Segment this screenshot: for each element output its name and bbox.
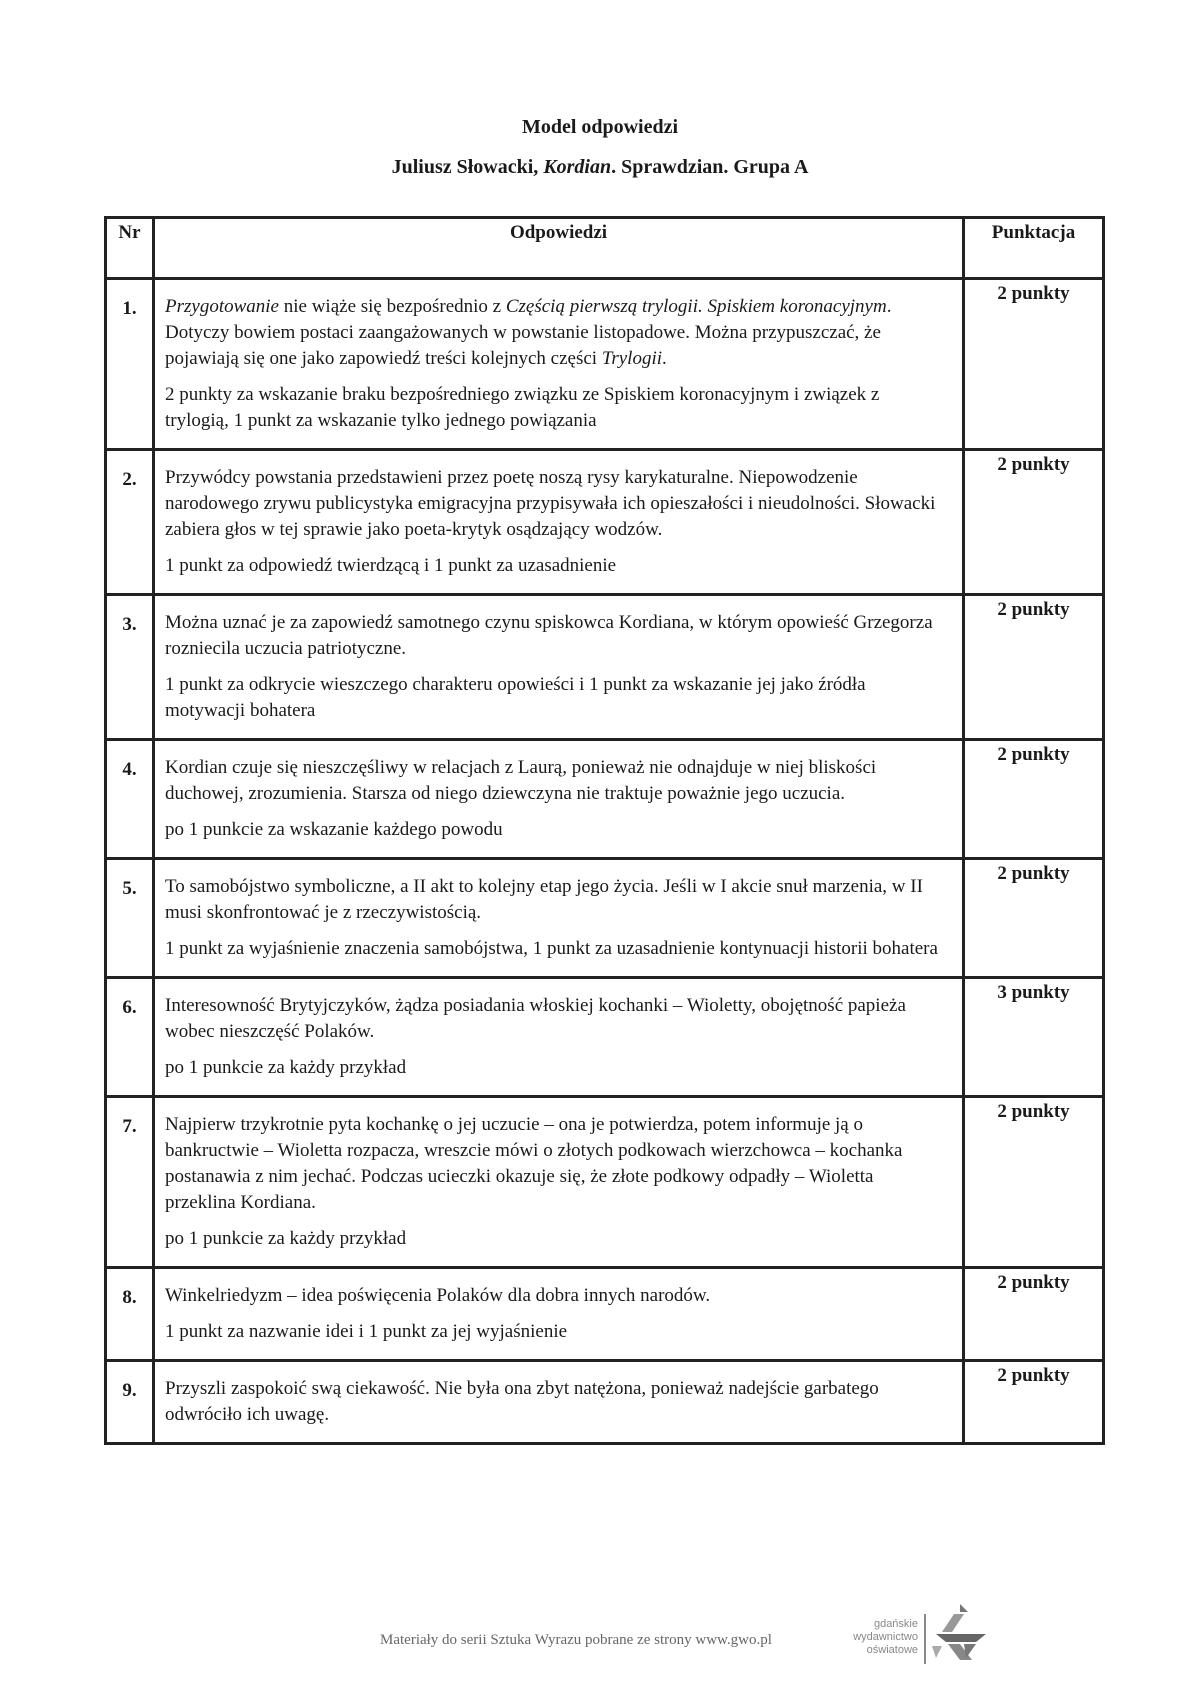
answer-text-fragment: . Dotyczy bowiem postaci zaangażowanych w powstanie listopadowe. Można przypuszczać, że pojawiają się one jako zapowiedź treści kolejnych części [165, 296, 892, 369]
row-number: 2. [106, 450, 154, 595]
model-answer-text: Interesowność Brytyjczyków, żądza posiadania włoskiej kochanki – Wioletty, obojętność papieża wobec nieszczęść Polaków. [165, 995, 906, 1042]
points-value: 2 punkty [964, 450, 1104, 595]
points-value: 2 punkty [964, 1097, 1104, 1268]
points-value: 2 punkty [964, 279, 1104, 450]
answer-cell [154, 859, 964, 978]
document-title: Model odpowiedzi [521, 116, 679, 138]
points-value: 2 punkty [964, 1361, 1104, 1444]
answer-cell [154, 1097, 964, 1268]
publisher-logo-text [830, 1618, 918, 1657]
logo-line: oświatowe [866, 1644, 918, 1656]
answer-cell [154, 595, 964, 740]
table-row [106, 740, 1104, 859]
table-row [106, 1097, 1104, 1268]
answer-cell [154, 740, 964, 859]
footer-source-text: Materiały do serii Sztuka Wyrazu pobrane ze strony www.gwo.pl [380, 1632, 772, 1648]
model-answer-text [165, 294, 946, 372]
header-nr: Nr [106, 218, 154, 279]
scoring-criteria-text: po 1 punkcie za każdy przykład [165, 1057, 407, 1078]
scoring-criteria-text: 1 punkt za nazwanie idei i 1 punkt za jej wyjaśnienie [165, 1321, 568, 1342]
table-row [106, 859, 1104, 978]
scoring-criteria-text: 1 punkt za wyjaśnienie znaczenia samobójstwa, 1 punkt za uzasadnienie kontynuacji historii bohatera [165, 938, 938, 959]
points-value: 3 punkty [964, 978, 1104, 1097]
scoring-criteria-text: 2 punkty za wskazanie braku bezpośredniego związku ze Spiskiem koronacyjnym i związek z trylogią, 1 punkt za wskazanie tylko jednego powiązania [165, 384, 880, 431]
scoring-criteria-text: po 1 punkcie za każdy przykład [165, 1228, 407, 1249]
row-number: 1. [106, 279, 154, 450]
table-row [106, 1268, 1104, 1361]
points-value: 2 punkty [964, 1268, 1104, 1361]
table-row [106, 978, 1104, 1097]
table-header-row [106, 218, 1104, 279]
table-row [106, 450, 1104, 595]
answer-text-fragment: Trylogii [601, 348, 663, 369]
model-answer-text: Najpierw trzykrotnie pyta kochankę o jej uczucie – ona je potwierdza, potem informuje ją o bankructwie – Wioletta rozpacza, wreszcie mówi o złotych podkowach wierzchowca – kochanka postanawia z nim jechać. Podczas ucieczki okazuje się, że złote podkowy odpadły – Wioletta przeklina Kordiana. [165, 1114, 903, 1213]
answer-cell [154, 279, 964, 450]
answer-cell [154, 1361, 964, 1444]
row-number: 3. [106, 595, 154, 740]
row-number: 5. [106, 859, 154, 978]
model-answer-text: Winkelriedyzm – idea poświęcenia Polaków dla dobra innych narodów. [165, 1285, 711, 1306]
model-answer-text: Przywódcy powstania przedstawieni przez poetę noszą rysy karykaturalne. Niepowodzenie narodowego zrywu publicystyka emigracyjna przypisywała ich opieszałości i nieudolności. Słowacki zabiera głos w tej sprawie jako poeta-krytyk osądzający wodzów. [165, 467, 936, 540]
answer-cell [154, 1268, 964, 1361]
scoring-criteria-text: po 1 punkcie za wskazanie każdego powodu [165, 819, 503, 840]
row-number: 4. [106, 740, 154, 859]
row-number: 7. [106, 1097, 154, 1268]
model-answer-text: Przyszli zaspokoić swą ciekawość. Nie była ona zbyt natężona, ponieważ nadejście garbatego odwróciło ich uwagę. [165, 1378, 879, 1425]
scoring-criteria-text: 1 punkt za odpowiedź twierdzącą i 1 punkt za uzasadnienie [165, 555, 617, 576]
answer-key-table [104, 216, 1105, 1445]
points-value: 2 punkty [964, 859, 1104, 978]
gwo-logo-icon [930, 1602, 992, 1662]
answer-text-fragment: Częścią pierwszą trylogii. Spiskiem koronacyjnym [505, 296, 887, 317]
answer-text-fragment: nie wiąże się bezpośrednio z [279, 296, 506, 317]
scoring-criteria-text: 1 punkt za odkrycie wieszczego charakteru opowieści i 1 punkt za wskazanie jej jako źródła motywacji bohatera [165, 674, 866, 721]
answer-cell [154, 978, 964, 1097]
table-row [106, 595, 1104, 740]
points-value: 2 punkty [964, 595, 1104, 740]
subtitle-author: Juliusz Słowacki, [391, 156, 544, 178]
row-number: 6. [106, 978, 154, 1097]
answer-text-fragment: Przygotowanie [165, 296, 279, 317]
answer-text-fragment: . [662, 348, 667, 369]
row-number: 9. [106, 1361, 154, 1444]
model-answer-text: Można uznać je za zapowiedź samotnego czynu spiskowca Kordiana, w którym opowieść Grzegorza rozniecila uczucia patriotyczne. [165, 612, 933, 659]
header-points: Punktacja [964, 218, 1104, 279]
header-answers: Odpowiedzi [154, 218, 964, 279]
model-answer-text: To samobójstwo symboliczne, a II akt to kolejny etap jego życia. Jeśli w I akcie snuł marzenia, w II musi skonfrontować je z rzeczywistością. [165, 876, 923, 923]
row-number: 8. [106, 1268, 154, 1361]
table-row [106, 279, 1104, 450]
document-subtitle [0, 156, 1200, 179]
logo-line: gdańskie [873, 1618, 918, 1630]
subtitle-work-title: Kordian [543, 156, 612, 178]
logo-divider [924, 1614, 926, 1664]
subtitle-test-label: . Sprawdzian. Grupa A [611, 156, 809, 178]
table-row [106, 1361, 1104, 1444]
logo-line: wydawnictwo [853, 1631, 918, 1643]
model-answer-text: Kordian czuje się nieszczęśliwy w relacjach z Laurą, ponieważ nie odnajduje w niej bliskości duchowej, zrozumienia. Starsza od niego dziewczyna nie traktuje poważnie jego uczucia. [165, 757, 877, 804]
answer-cell [154, 450, 964, 595]
points-value: 2 punkty [964, 740, 1104, 859]
